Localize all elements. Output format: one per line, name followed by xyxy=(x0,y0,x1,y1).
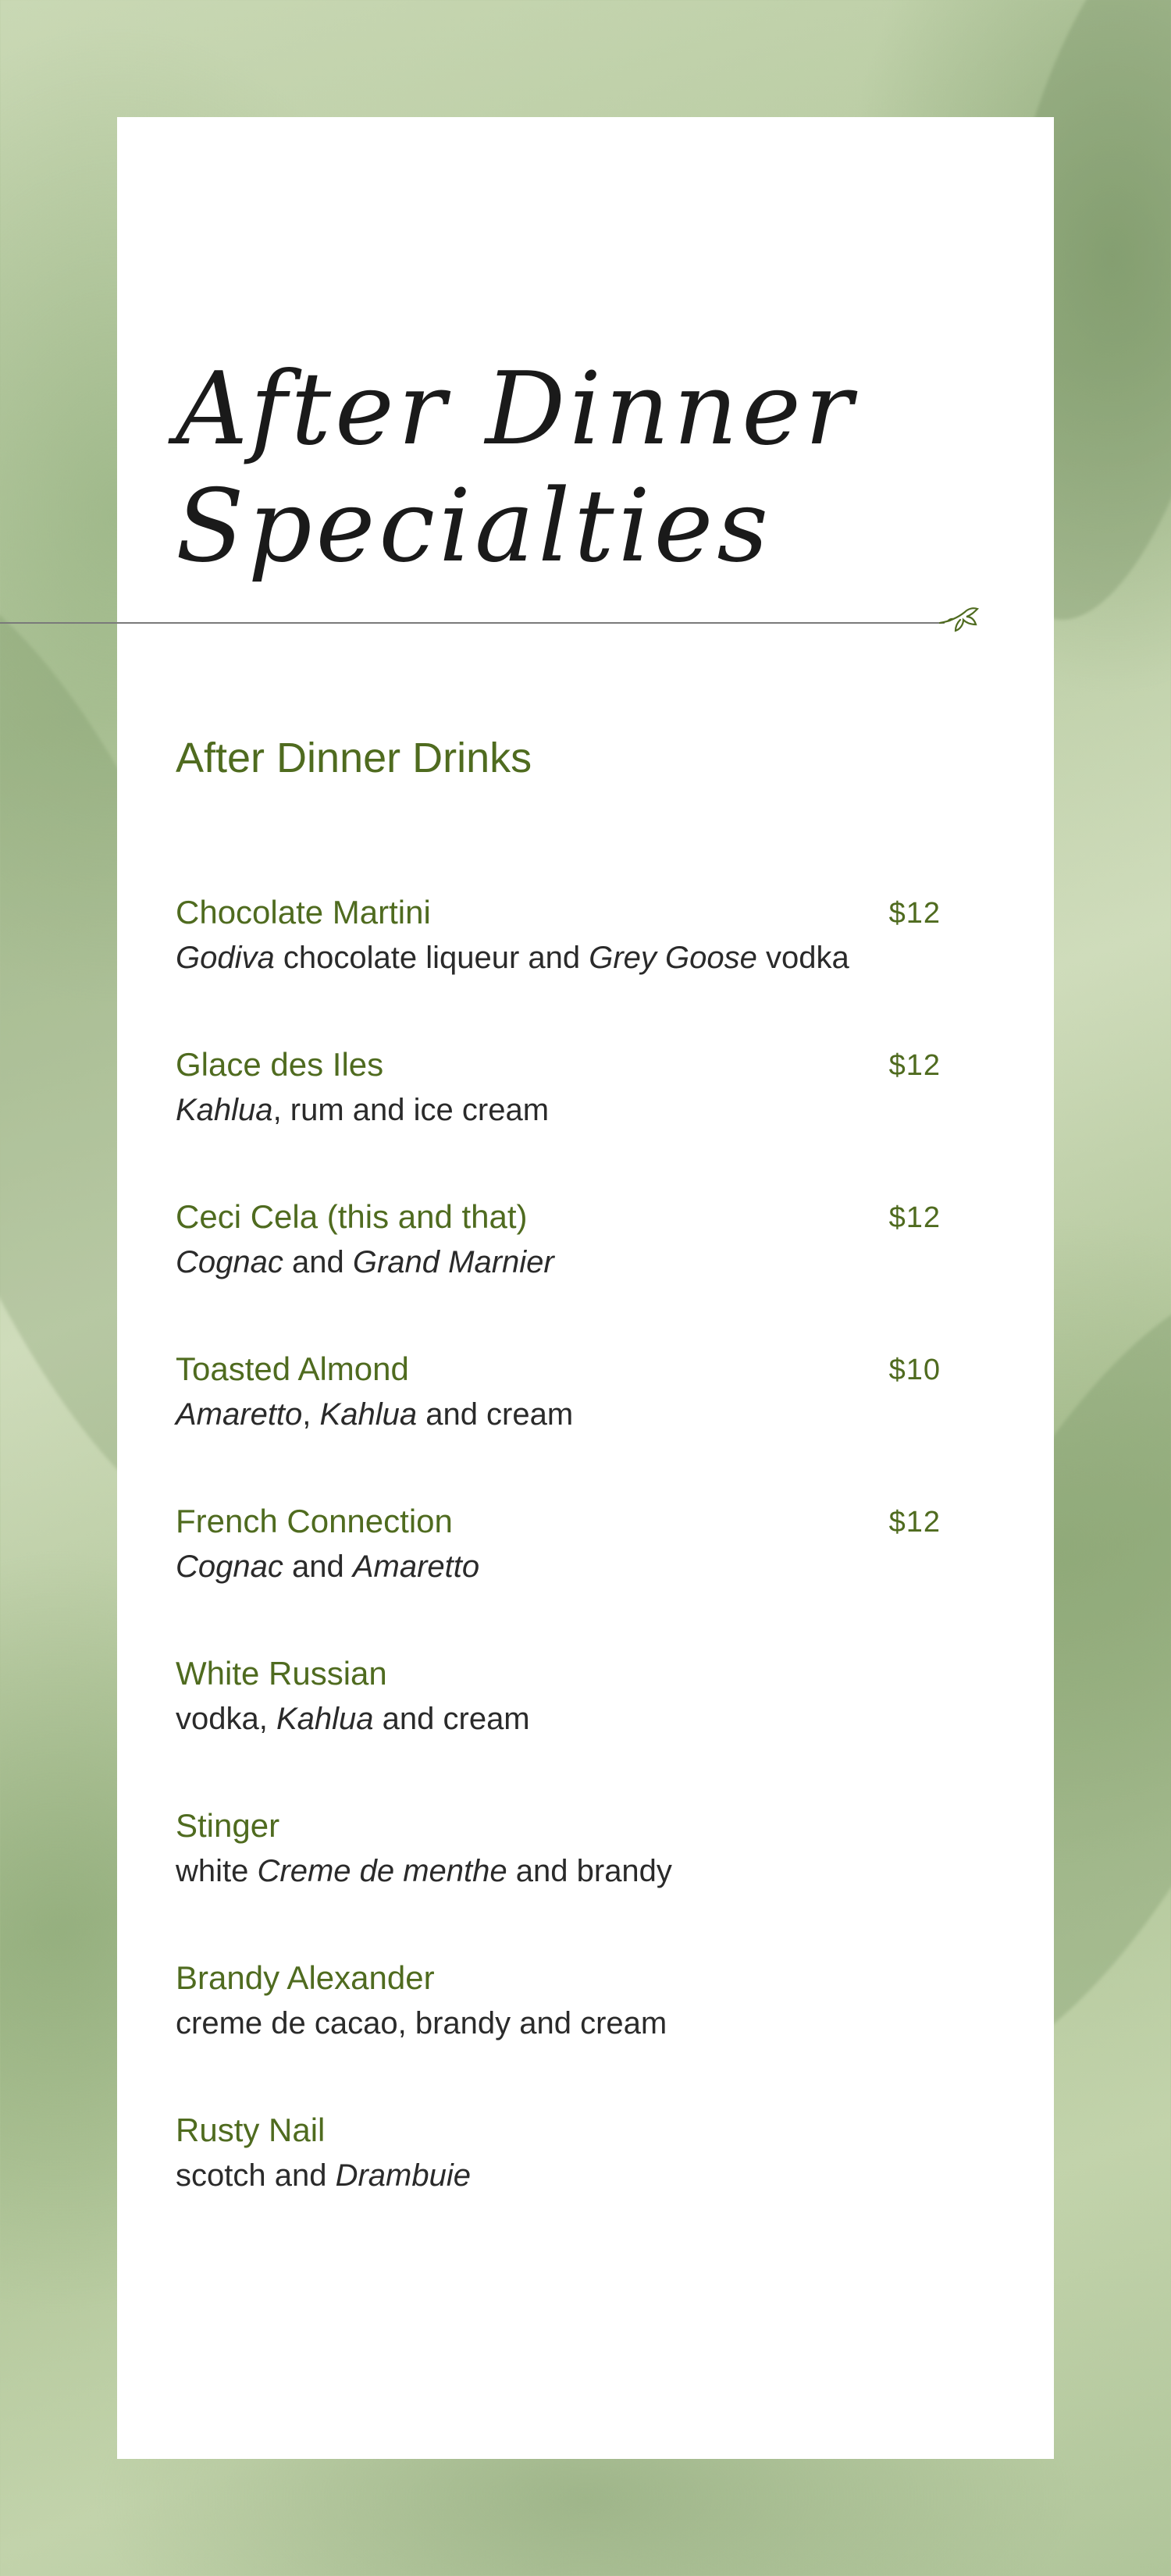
ingredient-brand: Cognac xyxy=(176,1550,283,1584)
drink-name: Glace des Iles xyxy=(176,1046,384,1083)
description-text: and brandy xyxy=(507,1854,672,1888)
drink-name: Stinger xyxy=(176,1807,280,1844)
drink-description xyxy=(176,1848,941,1894)
list-item xyxy=(176,1651,941,1803)
list-item xyxy=(176,1194,941,1347)
description-text: scotch and xyxy=(176,2158,336,2193)
description-text: and xyxy=(283,1550,353,1584)
page-title xyxy=(176,351,856,585)
ingredient-brand: Amaretto xyxy=(176,1397,303,1432)
list-item xyxy=(176,1803,941,1955)
drink-name: French Connection xyxy=(176,1503,453,1539)
drink-name: Chocolate Martini xyxy=(176,894,431,930)
ingredient-brand: Drambuie xyxy=(335,2158,471,2193)
drink-list xyxy=(176,890,941,2260)
description-text: white xyxy=(176,1854,258,1888)
drink-name: Ceci Cela (this and that) xyxy=(176,1198,528,1235)
drink-name: Toasted Almond xyxy=(176,1350,409,1387)
description-text: chocolate liqueur and xyxy=(274,941,589,975)
description-text: and cream xyxy=(417,1397,574,1432)
drink-description xyxy=(176,1544,941,1589)
description-text: and xyxy=(283,1245,353,1279)
section-title: After Dinner Drinks xyxy=(176,735,532,781)
drink-description xyxy=(176,1696,941,1742)
list-item xyxy=(176,1499,941,1651)
ingredient-brand: Kahlua xyxy=(319,1397,418,1432)
drink-description xyxy=(176,935,941,980)
description-text: vodka xyxy=(756,941,849,975)
ingredient-brand: Godiva xyxy=(176,941,275,975)
ingredient-brand: Kahlua xyxy=(176,1093,273,1127)
ingredient-brand: Grand Marnier xyxy=(352,1245,554,1279)
description-text: creme de cacao, brandy and cream xyxy=(176,2006,667,2041)
drink-name: Brandy Alexander xyxy=(176,1959,435,1996)
title-line-1: After Dinner xyxy=(176,351,856,468)
drink-price: $12 xyxy=(888,1506,941,1539)
ingredient-brand: Grey Goose xyxy=(589,941,757,975)
ingredient-brand: Kahlua xyxy=(276,1702,374,1736)
drink-description xyxy=(176,2153,941,2198)
list-item xyxy=(176,2108,941,2260)
list-item xyxy=(176,1042,941,1194)
list-item xyxy=(176,1347,941,1499)
divider-line xyxy=(0,622,945,624)
drink-name: White Russian xyxy=(176,1655,387,1692)
description-text: vodka, xyxy=(176,1702,276,1736)
description-text: , rum and ice cream xyxy=(272,1093,550,1127)
ingredient-brand: Amaretto xyxy=(352,1550,480,1584)
drink-description xyxy=(176,1087,941,1133)
drink-description xyxy=(176,1240,941,1285)
ingredient-brand: Cognac xyxy=(176,1245,283,1279)
leaf-flourish-icon xyxy=(938,604,979,635)
description-text: , xyxy=(302,1397,320,1432)
title-line-2: Specialties xyxy=(176,468,773,585)
drink-description xyxy=(176,1392,941,1437)
ingredient-brand: Creme de menthe xyxy=(257,1854,507,1888)
drink-price: $10 xyxy=(888,1354,941,1386)
drink-description xyxy=(176,2001,941,2046)
list-item xyxy=(176,890,941,1042)
drink-price: $12 xyxy=(888,1201,941,1234)
list-item xyxy=(176,1955,941,2108)
drink-name: Rusty Nail xyxy=(176,2112,326,2148)
description-text: and cream xyxy=(373,1702,530,1736)
drink-price: $12 xyxy=(888,1049,941,1082)
drink-price: $12 xyxy=(888,897,941,930)
